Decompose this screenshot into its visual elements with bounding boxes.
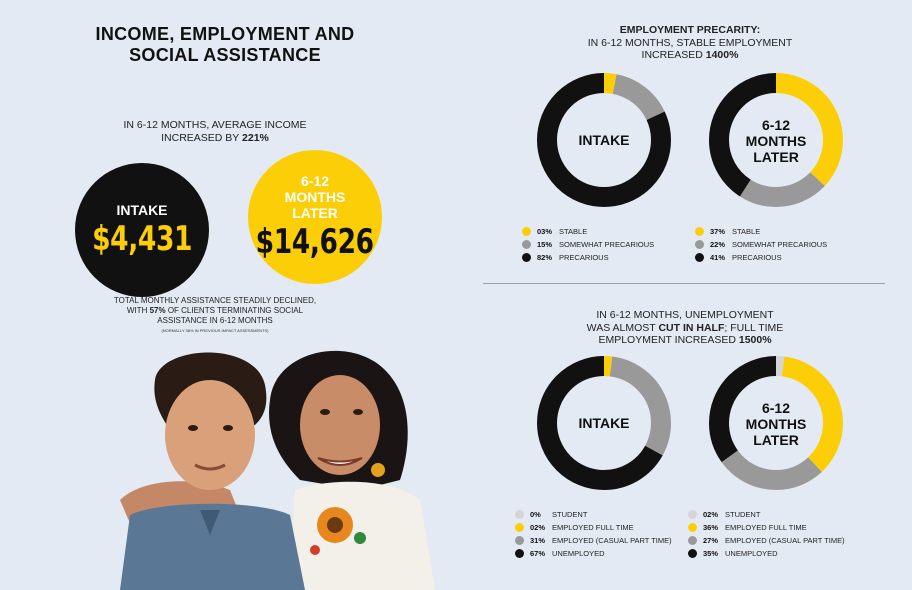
legend-item <box>515 534 672 547</box>
unemployment-caption <box>560 309 810 347</box>
legend-percent: 27% <box>703 536 719 545</box>
section-divider <box>483 283 885 284</box>
legend-item <box>695 251 827 264</box>
precarity-intake-label: INTAKE <box>578 132 630 148</box>
legend-dot-icon <box>695 253 704 262</box>
intake-income-circle <box>75 163 209 297</box>
unemployment-caption-percent: 1500% <box>738 334 772 346</box>
legend-label: STABLE <box>732 227 761 236</box>
assistance-caption-percent: 57% <box>149 306 166 315</box>
legend-dot-icon <box>515 536 524 545</box>
family-photo <box>60 340 450 590</box>
legend-dot-icon <box>688 536 697 545</box>
precarity-later-label: 6-12 MONTHS LATER <box>745 117 807 165</box>
precarity-caption-line2: IN 6-12 MONTHS, STABLE EMPLOYMENT <box>587 36 793 49</box>
legend-dot-icon <box>522 227 531 236</box>
precarity-caption-line3: INCREASED <box>641 49 706 61</box>
legend-label: STABLE <box>559 227 588 236</box>
page-title: INCOME, EMPLOYMENT AND SOCIAL ASSISTANCE <box>95 24 355 65</box>
legend-item <box>522 238 654 251</box>
legend-dot-icon <box>695 227 704 236</box>
assistance-caption <box>110 296 320 326</box>
legend-label: UNEMPLOYED <box>725 549 778 558</box>
income-caption-text: IN 6-12 MONTHS, AVERAGE INCOME INCREASED BY <box>123 119 307 144</box>
legend-item <box>522 225 654 238</box>
unemployment-caption-bold: CUT IN HALF <box>658 321 725 334</box>
intake-income-value: $4,431 <box>91 219 192 259</box>
legend-item <box>515 547 672 560</box>
later-income-value: $14,626 <box>255 222 375 262</box>
legend-percent: 37% <box>710 227 726 236</box>
legend-label: UNEMPLOYED <box>552 549 605 558</box>
unemployment-later-label: 6-12 MONTHS LATER <box>745 400 807 448</box>
unemployment-intake-legend <box>515 508 672 560</box>
legend-percent: 82% <box>537 253 553 262</box>
legend-label: EMPLOYED FULL TIME <box>552 523 634 532</box>
precarity-caption-percent: 1400% <box>705 49 739 61</box>
legend-percent: 31% <box>530 536 546 545</box>
legend-percent: 22% <box>710 240 726 249</box>
legend-dot-icon <box>688 510 697 519</box>
income-increase-percent: 221% <box>242 132 269 144</box>
income-caption <box>95 119 335 145</box>
unemployment-caption-line2-prefix: WAS ALMOST <box>586 321 659 334</box>
legend-dot-icon <box>522 253 531 262</box>
precarity-later-legend <box>695 225 827 264</box>
legend-percent: 15% <box>537 240 553 249</box>
legend-item <box>688 547 845 560</box>
legend-label: STUDENT <box>552 510 588 519</box>
unemployment-caption-line1: IN 6-12 MONTHS, UNEMPLOYMENT <box>596 309 774 321</box>
legend-item <box>695 238 827 251</box>
unemployment-intake-label: INTAKE <box>578 415 630 431</box>
legend-percent: 03% <box>537 227 553 236</box>
mother-face <box>300 375 380 475</box>
legend-percent: 67% <box>530 549 546 558</box>
legend-label: PRECARIOUS <box>732 253 782 262</box>
boy-face <box>165 380 255 490</box>
unemployment-later-legend <box>688 508 845 560</box>
legend-dot-icon <box>688 523 697 532</box>
legend-label: EMPLOYED (CASUAL PART TIME) <box>552 536 672 545</box>
legend-dot-icon <box>515 549 524 558</box>
legend-dot-icon <box>688 549 697 558</box>
legend-percent: 35% <box>703 549 719 558</box>
legend-label: EMPLOYED (CASUAL PART TIME) <box>725 536 845 545</box>
later-income-label: 6-12 MONTHS LATER <box>284 173 346 221</box>
assistance-caption-part1: TOTAL MONTHLY ASSISTANCE STEADILY DECLINED, WITH <box>113 296 317 315</box>
legend-dot-icon <box>695 240 704 249</box>
legend-item <box>695 225 827 238</box>
legend-dot-icon <box>515 523 524 532</box>
legend-item <box>688 508 845 521</box>
legend-item <box>515 521 672 534</box>
legend-item <box>688 521 845 534</box>
later-income-circle <box>248 150 382 284</box>
legend-label: STUDENT <box>725 510 761 519</box>
assistance-caption-part2: OF CLIENTS TERMINATING SOCIAL ASSISTANCE IN 6-12 MONTHS <box>157 306 304 325</box>
legend-dot-icon <box>515 510 524 519</box>
assistance-note: (NORMALLY 38% IN PREVIOUS IMPACT ASSESSMENTS) <box>161 328 269 333</box>
legend-label: SOMEWHAT PRECARIOUS <box>732 240 828 249</box>
unemployment-caption-line2-suffix: ; FULL TIME <box>724 321 784 334</box>
legend-label: PRECARIOUS <box>559 253 609 262</box>
legend-percent: 41% <box>710 253 726 262</box>
intake-income-label: INTAKE <box>116 202 168 218</box>
legend-dot-icon <box>522 240 531 249</box>
legend-label: SOMEWHAT PRECARIOUS <box>559 240 655 249</box>
legend-item <box>688 534 845 547</box>
legend-percent: 02% <box>530 523 546 532</box>
legend-percent: 0% <box>530 510 541 519</box>
legend-percent: 36% <box>703 523 719 532</box>
precarity-caption <box>565 24 815 62</box>
legend-item <box>515 508 672 521</box>
precarity-caption-heading: EMPLOYMENT PRECARITY: <box>619 24 761 36</box>
precarity-intake-legend <box>522 225 654 264</box>
legend-label: EMPLOYED FULL TIME <box>725 523 807 532</box>
unemployment-caption-line3: EMPLOYMENT INCREASED <box>598 334 739 346</box>
legend-percent: 02% <box>703 510 719 519</box>
legend-item <box>522 251 654 264</box>
